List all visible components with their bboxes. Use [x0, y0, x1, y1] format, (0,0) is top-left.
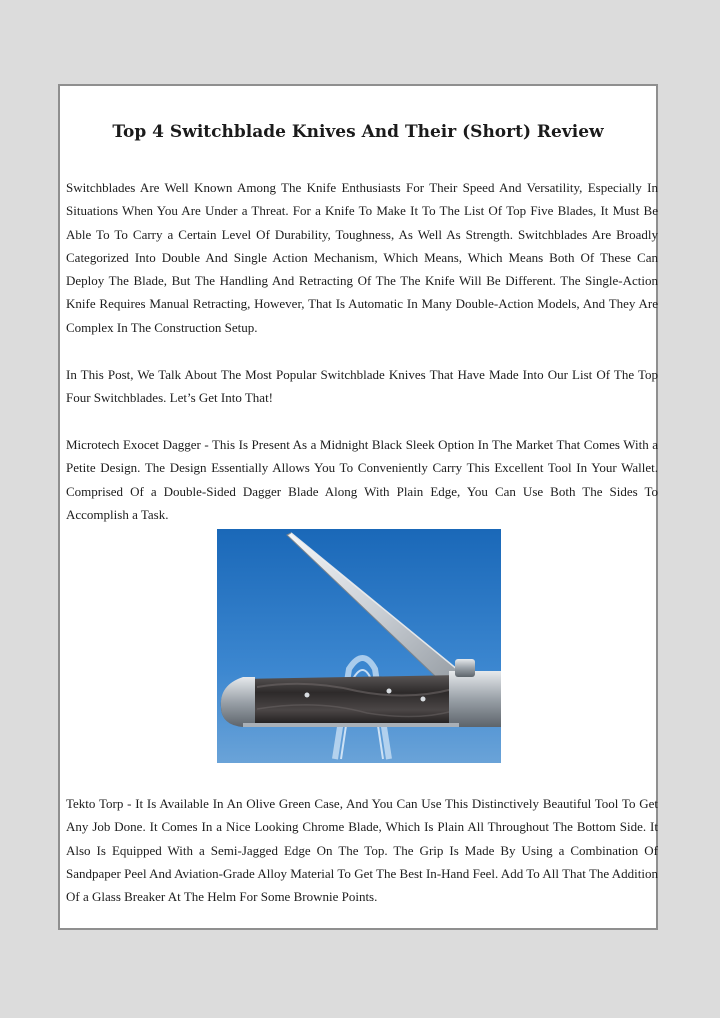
document-title: Top 4 Switchblade Knives And Their (Short) Review	[112, 122, 604, 142]
tekto-torp-paragraph: Tekto Torp - It Is Available In An Olive Green Case, And You Can Use This Distinctively Beautiful Tool To Get Any Job Done. It Comes In a Nice Looking Chrome Blade, Which Is Plain All Throughout The Bottom Side. It Also Is Equipped With a Semi-Jagged Edge On The Top. The Grip Is Made By Using a Combination Of Sandpaper Peel And Aviation-Grade Alloy Material To Get The Best In-Hand Feel. Add To All That The Addition Of a Glass Breaker At The Helm For Some Brownie Points.	[66, 796, 658, 905]
knife-illustration	[217, 529, 501, 763]
post-overview-paragraph: In This Post, We Talk About The Most Popular Switchblade Knives That Have Made Into Our List Of The Top Four Switchblades. Let’s Get Into That!	[66, 367, 658, 406]
microtech-exocet-paragraph: Microtech Exocet Dagger - This Is Present As a Midnight Black Sleek Option In The Market That Comes With a Petite Design. The Design Essentially Allows You To Conveniently Carry This Excellent Tool In Your Wallet. Comprised Of a Double-Sided Dagger Blade Along With Plain Edge, You Can Use Both The Sides To Accomplish a Task.	[66, 437, 658, 522]
switchblade-knife-photo	[217, 529, 501, 763]
intro-paragraph: Switchblades Are Well Known Among The Knife Enthusiasts For Their Speed And Versatility, Especially In Situations When You Are Under a Threat. For a Knife To Make It To The List Of Top Five Blades, It Must Be Able To To Carry a Certain Level Of Durability, Toughness, As Well As Strength. Switchblades Are Broadly Categorized Into Double And Single Action Mechanism, Which Means, Which Means Both Of These Can Deploy The Blade, But The Handling And Retracting Of The The Knife Will Be Different. The Single-Action Knife Requires Manual Retracting, However, That Is Automatic In Many Double-Action Models, And They Are Complex In The Construction Setup.	[66, 180, 658, 335]
document-page	[58, 84, 658, 930]
